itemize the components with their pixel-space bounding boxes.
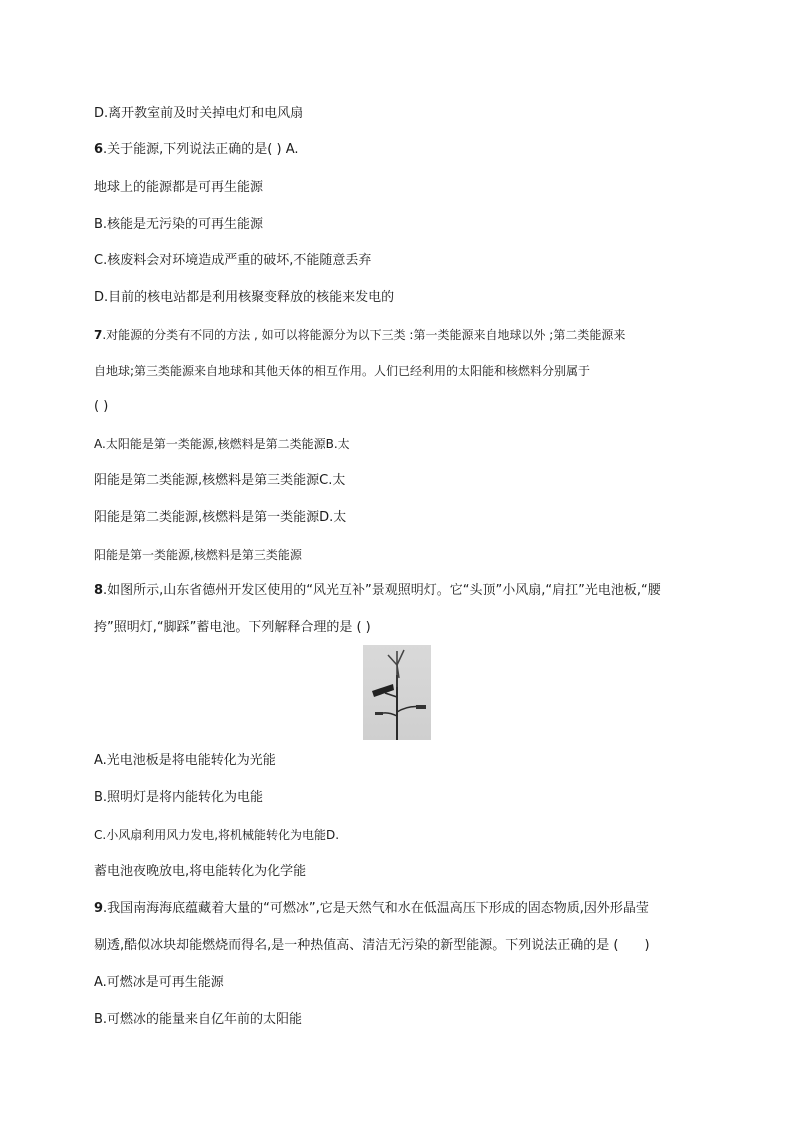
answer-bracket-q7: ( ) [94, 399, 109, 414]
question-6 [94, 141, 299, 159]
question-number: 6 [94, 142, 104, 157]
option-a-q6: 地球上的能源都是可再生能源 [94, 180, 264, 195]
question-9-line-2: 剔透,酷似冰块却能燃烧而得名,是一种热值高、清洁无污染的新型能源。下列说法正确的是 ( ) [94, 938, 650, 953]
question-text: .对能源的分类有不同的方法 , 如可以将能源分为以下三类 :第一类能源来自地球以外 ;第二类能源来 [102, 328, 626, 342]
option-b-q9: B.可燃冰的能量来自亿年前的太阳能 [94, 1012, 303, 1027]
options-q7-line-2: 阳能是第二类能源,核燃料是第三类能源C.太 [94, 473, 346, 488]
wind-solar-lamp-icon [363, 645, 431, 740]
question-text: .我国南海海底蕴藏着大量的“可燃冰”,它是天然气和水在低温高压下形成的固态物质,因外形晶莹 [103, 901, 649, 916]
options-q7-line-4: 阳能是第一类能源,核燃料是第三类能源 [94, 548, 302, 562]
option-a-q9: A.可燃冰是可再生能源 [94, 975, 224, 990]
options-q7-line-1: A.太阳能是第一类能源,核燃料是第二类能源B.太 [94, 437, 350, 451]
question-8 [94, 582, 661, 600]
option-b-q6: B.核能是无污染的可再生能源 [94, 217, 264, 232]
option-a-q8: A.光电池板是将电能转化为光能 [94, 753, 276, 768]
question-number: 7 [94, 328, 103, 342]
question-8-line-2: 挎”照明灯,“脚踩”蓄电池。下列解释合理的是 ( ) [94, 620, 371, 635]
question-7 [94, 326, 625, 344]
options-q8-cd: C.小风扇利用风力发电,将机械能转化为电能D. [94, 828, 340, 842]
option-b-q8: B.照明灯是将内能转化为电能 [94, 790, 264, 805]
question-text: .关于能源,下列说法正确的是( ) A. [103, 142, 299, 157]
question-number: 8 [94, 583, 104, 598]
option-d-q6: D.目前的核电站都是利用核聚变释放的核能来发电的 [94, 290, 395, 305]
option-d-q8-cont: 蓄电池夜晚放电,将电能转化为化学能 [94, 864, 307, 879]
question-number: 9 [94, 901, 104, 916]
question-text: .如图所示,山东省德州开发区使用的“风光互补”景观照明灯。它“头顶”小风扇,“肩扛”光电池板,“腰 [103, 583, 661, 598]
options-q7-line-3: 阳能是第二类能源,核燃料是第一类能源D.太 [94, 510, 347, 525]
option-d-q5: D.离开教室前及时关掉电灯和电风扇 [94, 106, 304, 121]
question-7-line-2: 自地球;第三类能源来自地球和其他天体的相互作用。人们已经利用的太阳能和核燃料分别属于 [94, 364, 591, 378]
question-9 [94, 900, 649, 918]
street-lamp-photo [363, 645, 431, 740]
option-c-q6: C.核废料会对环境造成严重的破坏,不能随意丢弃 [94, 253, 372, 268]
